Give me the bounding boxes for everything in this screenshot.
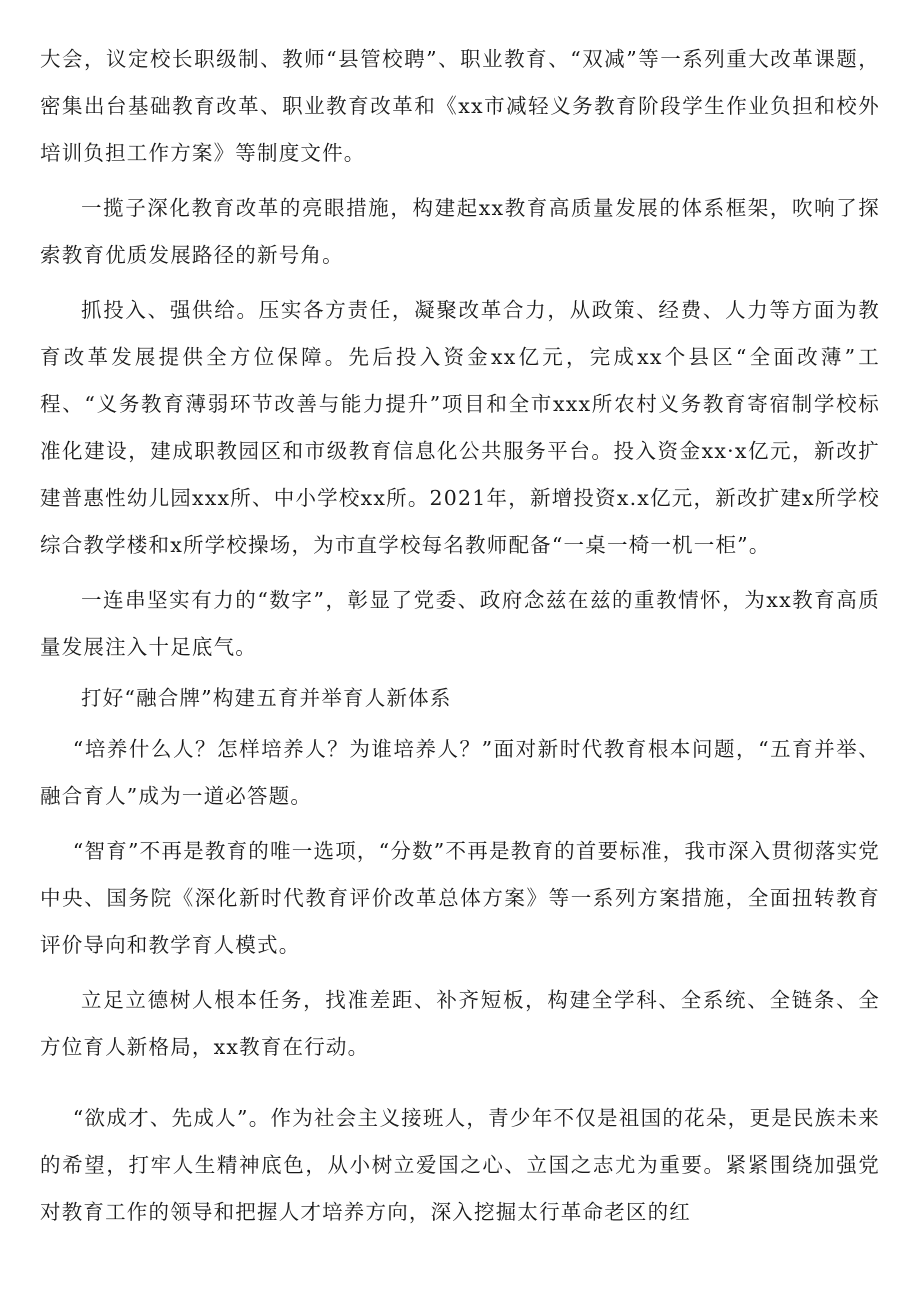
paragraph-continued: 大会，议定校长职级制、教师“县管校聘”、职业教育、“双减”等一系列重大改革课题，密集出台基础教育改革、职业教育改革和《xx市减轻义务教育阶段学生作业负担和校外培训负担工作方案》等制度文件。: [40, 47, 880, 165]
paragraph: “培养什么人？怎样培养人？为谁培养人？”面对新时代教育根本问题，“五育并举、融合育人”成为一道必答题。: [40, 737, 880, 808]
paragraph: 立足立德树人根本任务，找准差距、补齐短板，构建全学科、全系统、全链条、全方位育人新格局，xx教育在行动。: [40, 988, 880, 1059]
paragraph: “智育”不再是教育的唯一选项，“分数”不再是教育的首要标准，我市深入贯彻落实党中央、国务院《深化新时代教育评价改革总体方案》等一系列方案措施，全面扭转教育评价导向和教学育人模式。: [40, 839, 880, 957]
paragraph: 抓投入、强供给。压实各方责任，凝聚改革合力，从政策、经费、人力等方面为教育改革发展提供全方位保障。先后投入资金xx亿元，完成xx个县区“全面改薄”工程、“义务教育薄弱环节改善与能力提升”项目和全市xxx所农村义务教育寄宿制学校标准化建设，建成职教园区和市级教育信息化公共服务平台。投入资金xx·x亿元，新改扩建普惠性幼儿园xxx所、中小学校xx所。2021年，新增投资x.x亿元，新改扩建x所学校综合教学楼和x所学校操场，为市直学校每名教师配备“一桌一椅一机一柜”。: [40, 298, 880, 557]
section-heading: 打好“融合牌”构建五育并举育人新体系: [81, 686, 452, 710]
paragraph: 一连串坚实有力的“数字”，彰显了党委、政府念兹在兹的重教情怀，为xx教育高质量发展注入十足底气。: [40, 588, 880, 659]
paragraph: 一揽子深化教育改革的亮眼措施，构建起xx教育高质量发展的体系框架，吹响了探索教育优质发展路径的新号角。: [40, 196, 880, 267]
paragraph: “欲成才、先成人”。作为社会主义接班人，青少年不仅是祖国的花朵，更是民族未来的希望，打牢人生精神底色，从小树立爱国之心、立国之志尤为重要。紧紧围绕加强党对教育工作的领导和把握人才培养方向，深入挖掘太行革命老区的红: [40, 1106, 880, 1224]
